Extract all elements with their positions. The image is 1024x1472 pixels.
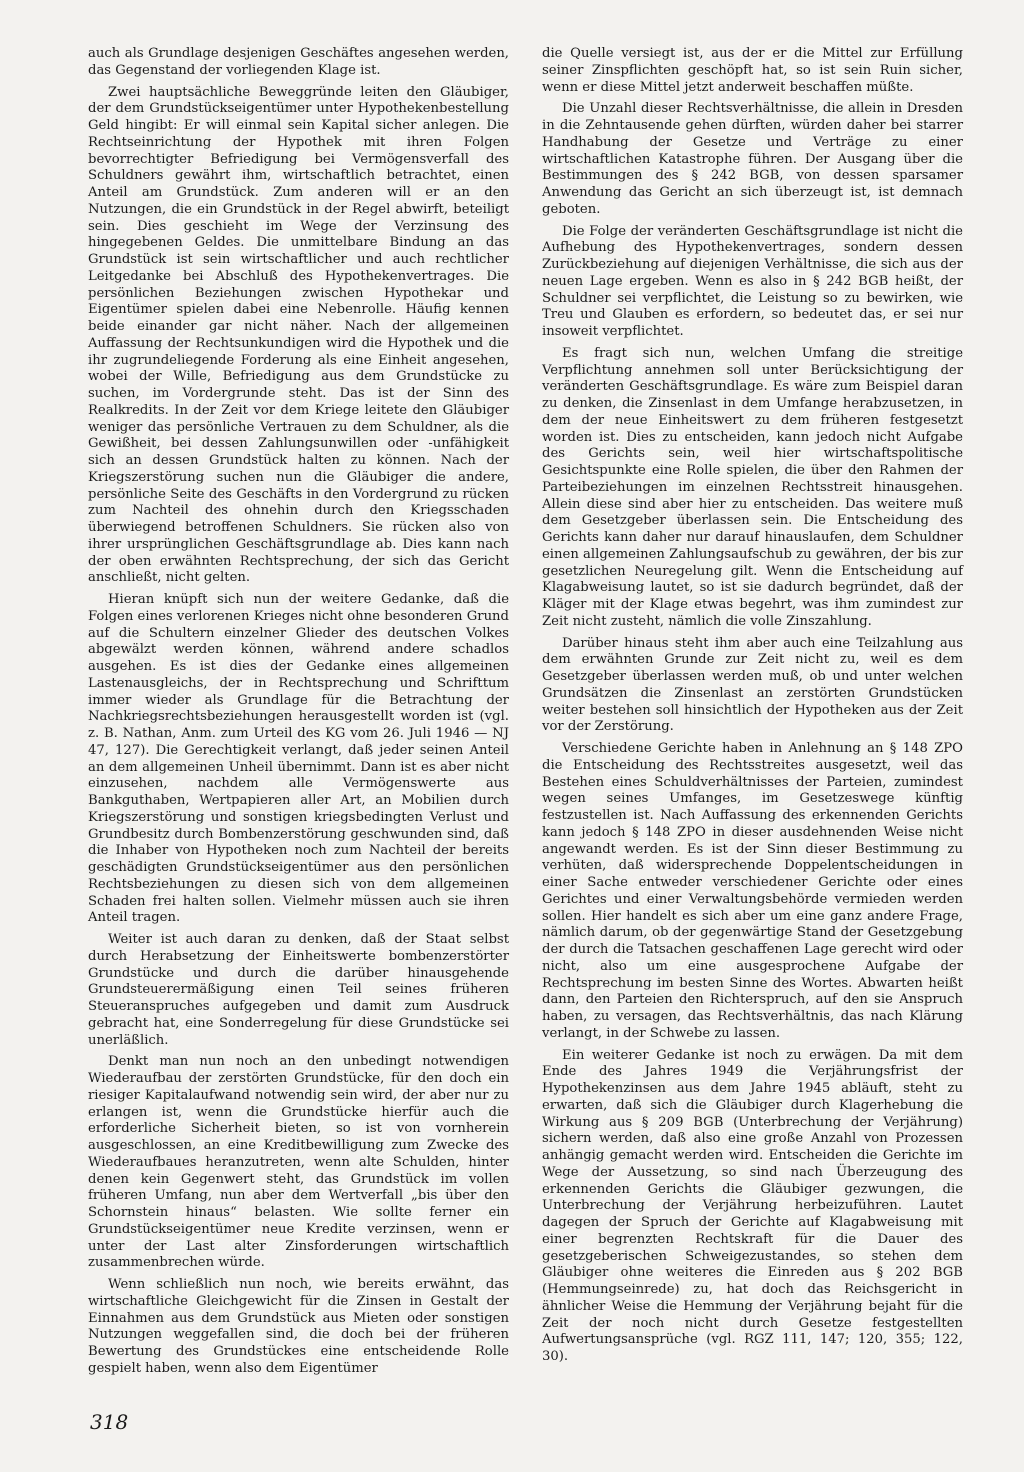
page-number: 318 [90,1410,129,1434]
left-column [88,46,509,1383]
paragraph: Denkt man nun noch an den unbedingt notwendigen Wiederaufbau der zerstörten Grundstücke, für den doch ein riesiger Kapitalaufwand notwendig sein wird, der aber nur zu erlangen ist, wenn die Grundstücke hierfür auch die erforderliche Sicherheit bieten, so ist von vornherein ausgeschlossen, an eine Kreditbewilligung zum Zwecke des Wiederaufbaues heranzutreten, wenn alte Schulden, hinter denen kein Gegenwert steht, das Grundstück im vollen früheren Umfang, nun aber dem Wertverfall „bis über den Schornstein hinaus“ belasten. Wie sollte ferner ein Grundstückseigentümer neue Kredite verzinsen, wenn er unter der Last alter Zinsforderungen wirtschaftlich zusammenbrechen würde. [88,1054,509,1271]
right-column [542,46,963,1371]
paragraph: auch als Grundlage desjenigen Geschäftes angesehen werden, das Gegenstand der vorliegenden Klage ist. [88,46,509,78]
paragraph: Ein weiterer Gedanke ist noch zu erwägen. Da mit dem Ende des Jahres 1949 die Verjährungsfrist der Hypothekenzinsen aus dem Jahre 1945 abläuft, steht zu erwarten, daß sich die Gläubiger durch Klagerhebung die Wirkung aus § 209 BGB (Unterbrechung der Verjährung) sichern werden, daß also eine große Anzahl von Prozessen anhängig gemacht werden wird. Entscheiden die Gerichte im Wege der Aussetzung, so sind nach Überzeugung des erkennenden Gerichts die Gläubiger gezwungen, die Unterbrechung der Verjährung herbeizuführen. Lautet dagegen der Spruch der Gerichte auf Klagabweisung mit einer begrenzten Rechtskraft für die Dauer des gesetzgeberischen Schweigezustandes, so stehen dem Gläubiger ohne weiteres die Einreden aus § 202 BGB (Hemmungseinrede) zu, hat doch das Reichsgericht in ähnlicher Weise die Hemmung der Verjährung bejaht für die Zeit der noch nicht durch Gesetze festgestellten Aufwertungsansprüche (vgl. RGZ 111, 147; 120, 355; 122, 30). [542,1047,963,1364]
paragraph: Es fragt sich nun, welchen Umfang die streitige Verpflichtung annehmen soll unter Berücksichtigung der veränderten Geschäftsgrundlage. Es wäre zum Beispiel daran zu denken, die Zinsenlast in dem Umfange herabzusetzen, in dem der neue Einheitswert zu dem früheren festgesetzt worden ist. Dies zu entscheiden, kann jedoch nicht Aufgabe des Gerichts sein, weil hier wirtschaftspolitische Gesichtspunkte eine Rolle spielen, die über den Rahmen der Parteibeziehungen im einzelnen Rechtsstreit hinausgehen. Allein diese sind aber hier zu entscheiden. Das weitere muß dem Gesetzgeber überlassen sein. Die Entscheidung des Gerichts kann daher nur darauf hinauslaufen, dem Schuldner einen allgemeinen Zahlungsaufschub zu gewähren, der bis zur gesetzlichen Neuregelung gilt. Wenn die Entscheidung auf Klagabweisung lautet, so ist sie dadurch begründet, daß der Kläger mit der Klage etwas begehrt, was ihm zumindest zur Zeit nicht zusteht, nämlich die volle Zinszahlung. [542,345,963,629]
paragraph: die Quelle versiegt ist, aus der er die Mittel zur Erfüllung seiner Zinspflichten geschöpft hat, so ist sein Ruin sicher, wenn er diese Mittel jetzt anderweit beschaffen müßte. [542,46,963,95]
paragraph: Darüber hinaus steht ihm aber auch eine Teilzahlung aus dem erwähnten Grunde zur Zeit nicht zu, weil es dem Gesetzgeber überlassen werden muß, ob und unter welchen Grundsätzen die Zinsenlast an zerstörten Grundstücken weiter bestehen soll hinsichtlich der Hypotheken aus der Zeit vor der Zerstörung. [542,635,963,735]
paragraph: Verschiedene Gerichte haben in Anlehnung an § 148 ZPO die Entscheidung des Rechtsstreites ausgesetzt, weil das Bestehen eines Schuldverhältnisses der Parteien, zumindest wegen seines Umfanges, im Gesetzeswege künftig festzustellen ist. Nach Auffassung des erkennenden Gerichts kann jedoch § 148 ZPO in dieser ausdehnenden Weise nicht angewandt werden. Es ist der Sinn dieser Bestimmung zu verhüten, daß widersprechende Doppelentscheidungen in einer Sache entweder verschiedener Gerichte oder eines Gerichtes und einer Verwaltungsbehörde vermieden werden sollen. Hier handelt es sich aber um eine ganz andere Frage, nämlich darum, ob der gegenwärtige Stand der Gesetzgebung der durch die Tatsachen geschaffenen Lage gerecht wird oder nicht, also um eine ausgesprochene Aufgabe der Rechtsprechung im besten Sinne des Wortes. Abwarten heißt dann, den Parteien den Richterspruch, auf den sie Anspruch haben, zu versagen, das Rechtsverhältnis, das nach Klärung verlangt, in der Schwebe zu lassen. [542,741,963,1041]
paragraph: Die Unzahl dieser Rechtsverhältnisse, die allein in Dresden in die Zehntausende gehen dürften, würden daher bei starrer Handhabung der Gesetze und Verträge zu einer wirtschaftlichen Katastrophe führen. Der Ausgang über die Bestimmungen des § 242 BGB, von dessen sparsamer Anwendung das Gericht an sich überzeugt ist, ist demnach geboten. [542,101,963,217]
paragraph: Weiter ist auch daran zu denken, daß der Staat selbst durch Herabsetzung der Einheitswerte bombenzerstörter Grundstücke und durch die darüber hinausgehende Grundsteuerermäßigung einen Teil seines früheren Steueranspruches aufgegeben und damit zum Ausdruck gebracht hat, eine Sonderregelung für diese Grundstücke sei unerläßlich. [88,932,509,1048]
paragraph: Die Folge der veränderten Geschäftsgrundlage ist nicht die Aufhebung des Hypothekenvertrages, sondern dessen Zurückbeziehung auf diejenigen Verhältnisse, die sich aus der neuen Lage ergeben. Wenn es also in § 242 BGB heißt, der Schuldner sei verpflichtet, die Leistung so zu bewirken, wie Treu und Glauben es erfordern, so bedeutet das, er sei nur insoweit verpflichtet. [542,223,963,339]
paragraph: Wenn schließlich nun noch, wie bereits erwähnt, das wirtschaftliche Gleichgewicht für die Zinsen in Gestalt der Einnahmen aus dem Grundstück aus Mieten oder sonstigen Nutzungen weggefallen sind, die doch bei der früheren Bewertung des Grundstückes eine entscheidende Rolle gespielt haben, wenn also dem Eigentümer [88,1277,509,1376]
paragraph: Hieran knüpft sich nun der weitere Gedanke, daß die Folgen eines verlorenen Krieges nicht ohne besonderen Grund auf die Schultern einzelner Glieder des deutschen Volkes abgewälzt werden können, während andere schadlos ausgehen. Es ist dies der Gedanke eines allgemeinen Lastenausgleichs, der in Rechtsprechung und Schrifttum immer wieder als Grundlage für die Betrachtung der Nachkriegsrechtsbeziehungen herausgestellt worden ist (vgl. z. B. Nathan, Anm. zum Urteil des KG vom 26. Juli 1946 — NJ 47, 127). Die Gerechtigkeit verlangt, daß jeder seinen Anteil an dem allgemeinen Unheil übernimmt. Dann ist es aber nicht einzusehen, nachdem alle Vermögenswerte aus Bankguthaben, Wertpapieren aller Art, an Mobilien durch Kriegszerstörung und sonstigen kriegsbedingten Verlust und Grundbesitz durch Bombenzerstörung geschwunden sind, daß die Inhaber von Hypotheken noch zum Nachteil der bereits geschädigten Grundstückseigentümer aus den persönlichen Rechtsbeziehungen zu diesen sich von dem allgemeinen Schaden frei halten sollen. Vielmehr müssen auch sie ihren Anteil tragen. [88,592,509,926]
paragraph: Zwei hauptsächliche Beweggründe leiten den Gläubiger, der dem Grundstückseigentümer unter Hypothekenbestellung Geld hingibt: Er will einmal sein Kapital sicher anlegen. Die Rechtseinrichtung der Hypothek mit ihren Folgen bevorrechtigter Befriedigung bei Vermögensverfall des Schuldners gewährt ihm, wirtschaftlich betrachtet, einen Anteil am Grundstück. Zum anderen will er an den Nutzungen, die ein Grundstück in der Regel abwirft, beteiligt sein. Dies geschieht im Wege der Verzinsung des hingegebenen Geldes. Die unmittelbare Bindung an das Grundstück ist sein wirtschaftlicher und auch rechtlicher Leitgedanke bei Abschluß des Hypothekenvertrages. Die persönlichen Beziehungen zwischen Hypothekar und Eigentümer spielen dabei eine Nebenrolle. Häufig kennen beide einander gar nicht näher. Nach der allgemeinen Auffassung der Rechtsunkundigen wird die Hypothek und die ihr zugrundeliegende Forderung als eine Einheit angesehen, wobei der Wille, Befriedigung aus dem Grundstücke zu suchen, im Vordergrunde steht. Das ist der Sinn des Realkredits. In der Zeit vor dem Kriege leitete den Gläubiger weniger das persönliche Vertrauen zu dem Schuldner, als die Gewißheit, bei dessen Zahlungsunwillen oder -unfähigkeit sich an dessen Grundstück halten zu können. Nach der Kriegszerstörung suchen nun die Gläubiger die andere, persönliche Seite des Geschäfts in den Vordergrund zu rücken zum Nachteil des ohnehin durch den Kriegsschaden überwiegend betroffenen Schuldners. Sie rücken also von ihrer ursprünglichen Geschäftsgrundlage ab. Dies kann nach der oben erwähnten Rechtsprechung, der sich das Gericht anschließt, nicht gelten. [88,84,509,586]
